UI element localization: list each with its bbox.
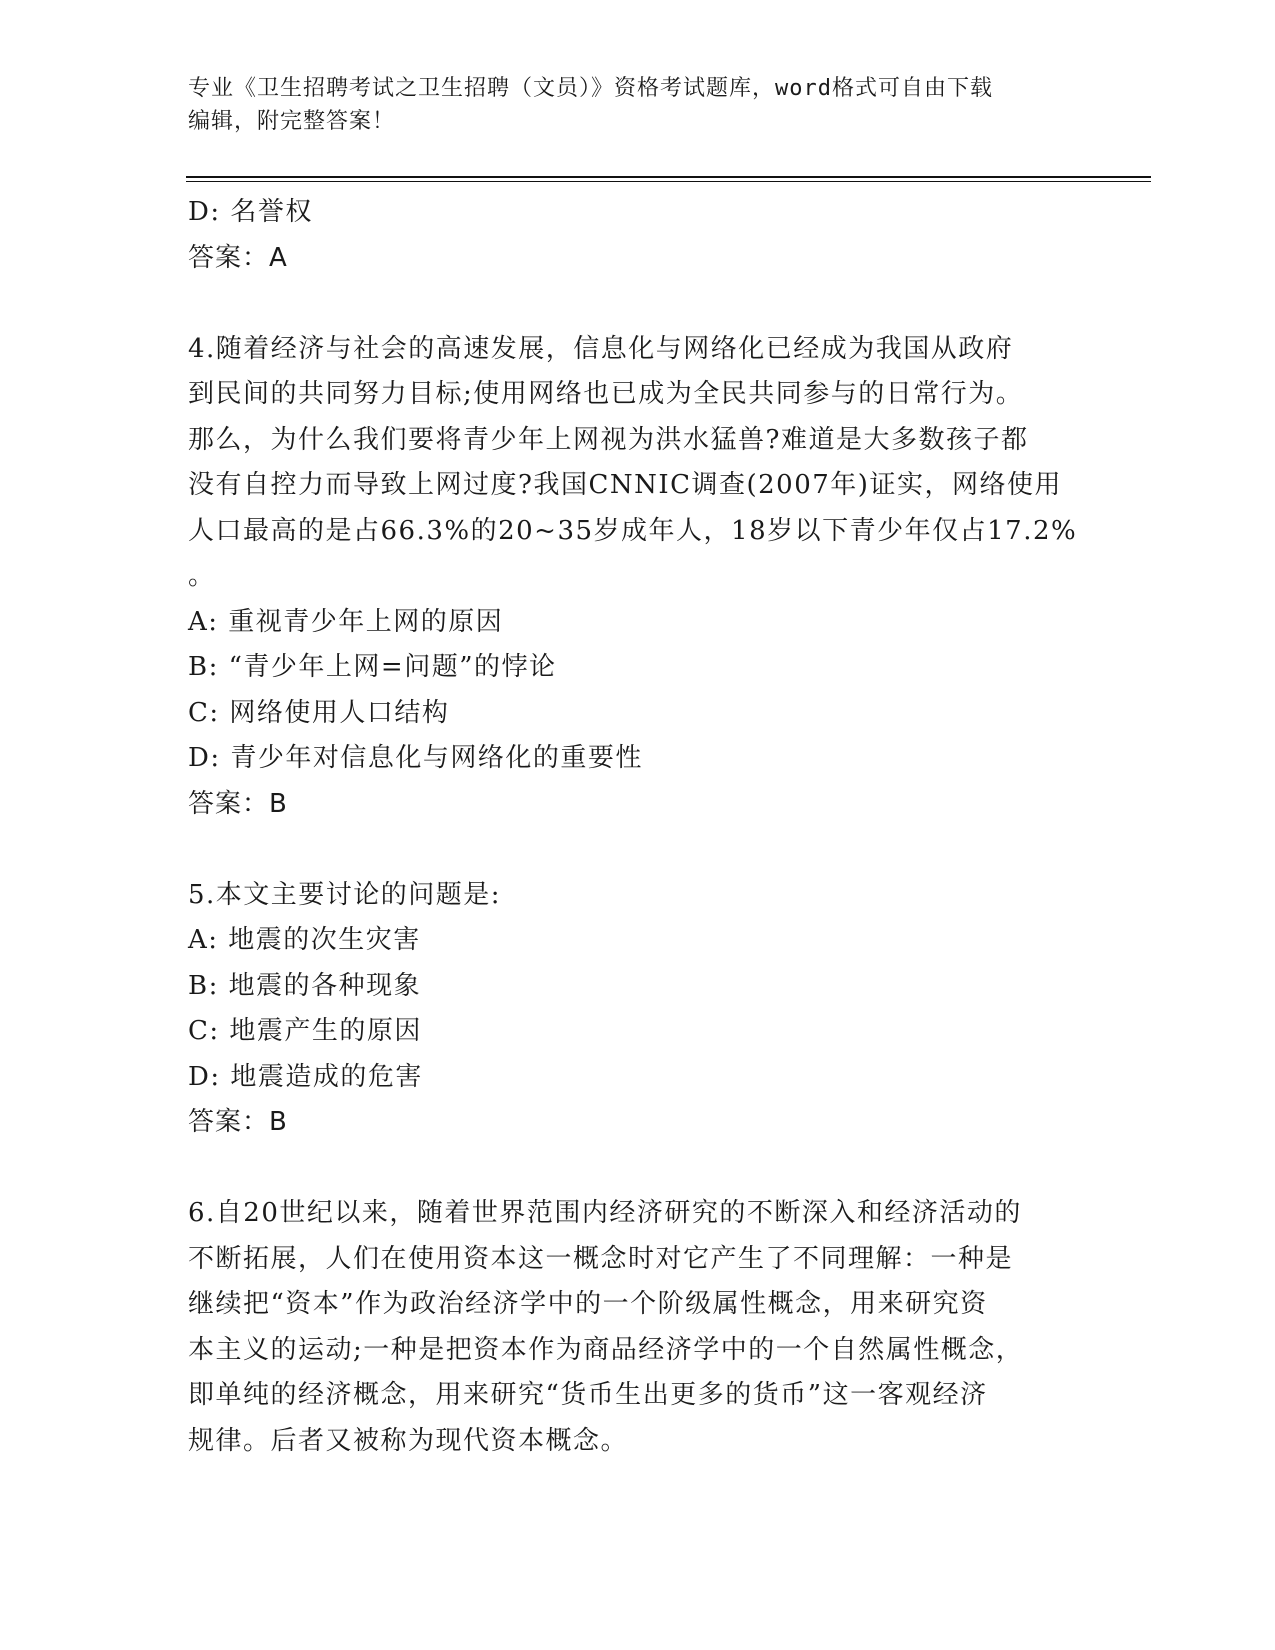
q4-stem-line: 没有自控力而导致上网过度?我国CNNIC调查(2007年)证实，网络使用	[188, 470, 1062, 500]
q4-option-d: D: 青少年对信息化与网络化的重要性	[188, 743, 643, 773]
q5-option-b: B: 地震的各种现象	[188, 970, 422, 1001]
q5-option-c: C: 地震产生的原因	[188, 1016, 422, 1046]
q4-stem-line: 那么，为什么我们要将青少年上网视为洪水猛兽?难道是大多数孩子都	[188, 424, 1029, 455]
q4-stem-line: 4.随着经济与社会的高速发展，信息化与网络化已经成为我国从政府	[188, 333, 1014, 364]
header-line-2: 编辑，附完整答案！	[188, 109, 396, 134]
q4-stem-line: 人口最高的是占66.3%的20~35岁成年人，18岁以下青少年仅占17.2%	[188, 515, 1078, 546]
q5-option-a: A: 地震的次生灾害	[188, 925, 421, 955]
q3-option-d: D: 名誉权	[188, 197, 313, 227]
q5-option-d: D: 地震造成的危害	[188, 1061, 423, 1092]
q6-stem-line: 本主义的运动;一种是把资本作为商品经济学中的一个自然属性概念，	[188, 1334, 1024, 1365]
q4-option-c: C: 网络使用人口结构	[188, 697, 450, 728]
q6-stem-line: 即单纯的经济概念，用来研究“货币生出更多的货币”这一客观经济	[188, 1380, 988, 1410]
question-content	[188, 190, 1088, 1464]
header-divider-thick	[186, 176, 1151, 178]
spacer	[188, 281, 1088, 327]
q5-answer: 答案：B	[188, 1107, 288, 1137]
q4-option-a: A: 重视青少年上网的原因	[188, 606, 504, 637]
header-line-1: 专业《卫生招聘考试之卫生招聘（文员）》资格考试题库，word格式可自由下载	[188, 76, 993, 101]
q6-stem-line: 继续把“资本”作为政治经济学中的一个阶级属性概念，用来研究资	[188, 1289, 988, 1319]
q6-stem-line: 不断拓展，人们在使用资本这一概念时对它产生了不同理解：一种是	[188, 1243, 1014, 1274]
q6-stem-line: 6.自20世纪以来，随着世界范围内经济研究的不断深入和经济活动的	[188, 1198, 1022, 1228]
q6-stem-line: 规律。后者又被称为现代资本概念。	[188, 1425, 629, 1456]
spacer	[188, 1146, 1088, 1192]
spacer	[188, 827, 1088, 873]
q4-answer: 答案：B	[188, 788, 288, 819]
q3-answer: 答案：A	[188, 242, 288, 273]
header-divider-thin	[186, 181, 1151, 182]
q4-stem-line: 到民间的共同努力目标;使用网络也已成为全民共同参与的日常行为。	[188, 379, 1024, 409]
q4-option-b: B: “青少年上网=问题”的悖论	[188, 652, 557, 682]
document-header	[188, 72, 1068, 138]
q5-stem: 5.本文主要讨论的问题是:	[188, 879, 502, 910]
q4-stem-line: 。	[188, 561, 216, 591]
